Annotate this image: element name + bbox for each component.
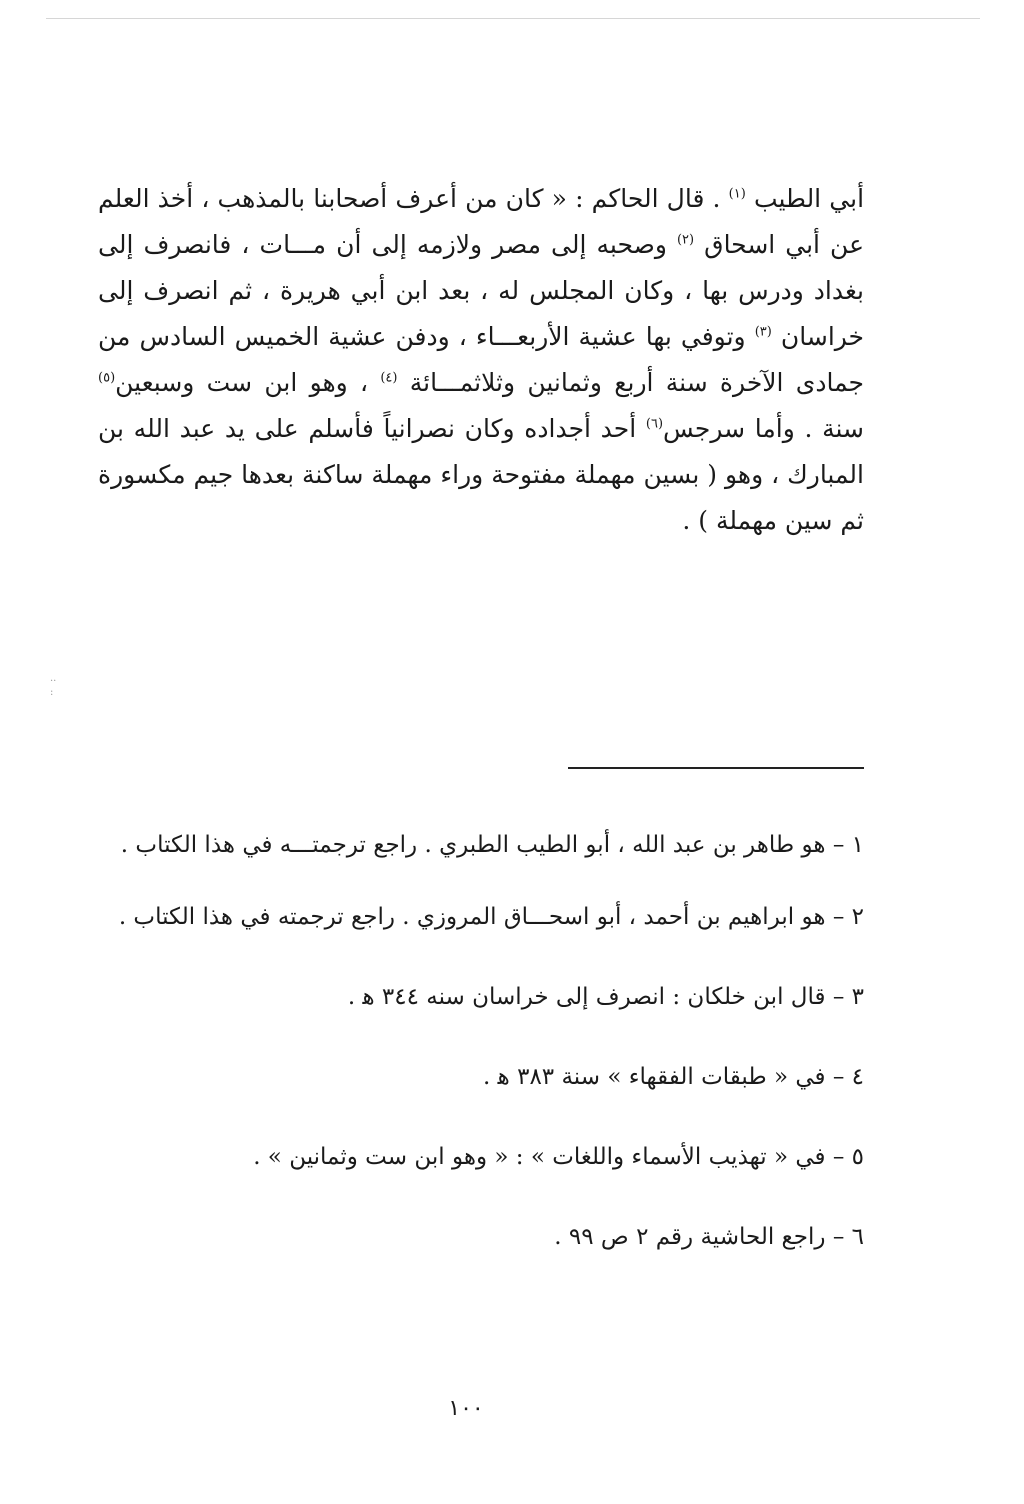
footnote-5 — [98, 1134, 864, 1180]
text-segment: ، وهو ابن ست وسبعين — [115, 368, 369, 397]
text-segment: وصحبه إلى مصر ولازمه إلى أن مـــات ، فانصرف إلى بغداد ودرس بها ، وكان المجلس له ، بعد ابن أبي هريرة ، ثم انصرف إلى خراسان — [98, 230, 865, 351]
footnote-text: هو طاهر بن عبد الله ، أبو الطيب الطبري . راجع ترجمتـــه في هذا الكتاب . — [120, 832, 826, 858]
footnote-ref-5: (٥) — [98, 370, 116, 386]
footnote-number: ٢ – — [832, 904, 864, 930]
footnotes-section — [98, 822, 864, 1260]
footnote-6 — [98, 1214, 864, 1260]
footnote-number: ٤ – — [832, 1064, 864, 1090]
footnote-ref-2: (٢) — [676, 232, 695, 248]
footnote-text: في « تهذيب الأسماء واللغات » : « وهو ابن ست وثمانين » . — [253, 1144, 826, 1170]
footnote-4 — [98, 1054, 864, 1100]
footnote-text: قال ابن خلكان : انصرف إلى خراسان سنه ٣٤٤ ﻫ . — [347, 984, 826, 1010]
footnote-number: ٦ – — [832, 1224, 864, 1250]
scan-edge-marks: .. : — [50, 673, 57, 698]
text-segment: . قال الحاكم : « كان من أعرف أصحابنا بالمذهب ، أخذ العلم عن أبي اسحاق — [98, 184, 865, 259]
page-number: ١٠٠ — [448, 1396, 484, 1421]
footnote-ref-6: (٦) — [645, 416, 664, 432]
text-segment: سنة . وأما سرجس — [663, 414, 865, 443]
text-segment: أبي الطيب — [753, 184, 865, 213]
footnote-number: ٣ – — [832, 984, 864, 1010]
top-border-line — [46, 18, 980, 19]
footnote-number: ٥ – — [832, 1144, 864, 1170]
footnote-text: في « طبقات الفقهاء » سنة ٣٨٣ ﻫ . — [483, 1064, 826, 1090]
footnote-ref-1: (١) — [728, 186, 746, 202]
footnote-number: ١ – — [832, 832, 864, 858]
footnote-1 — [98, 822, 864, 868]
footnote-ref-3: (٣) — [754, 324, 772, 340]
footnote-text: هو ابراهيم بن أحمد ، أبو اسحـــاق المروزي . راجع ترجمته في هذا الكتاب . — [118, 904, 826, 930]
text-segment: أحد أجداده وكان نصرانياً فأسلم على يد عبد الله بن المبارك ، وهو ( بسين مهملة مفتوحة وراء مهملة ساكنة بعدها جيم مكسورة ثم سين مهملة ) . — [98, 414, 864, 535]
footnote-separator — [568, 767, 864, 769]
footnote-2 — [98, 894, 864, 940]
main-body-text — [98, 176, 864, 544]
text-segment: وتوفي بها عشية الأربعـــاء ، ودفن عشية الخميس السادس من جمادى الآخرة سنة أربع وثمانين وثلاثمـــائة — [98, 322, 864, 397]
footnote-3 — [98, 974, 864, 1020]
footnote-text: راجع الحاشية رقم ٢ ص ٩٩ . — [554, 1224, 826, 1250]
footnote-ref-4: (٤) — [380, 370, 398, 386]
